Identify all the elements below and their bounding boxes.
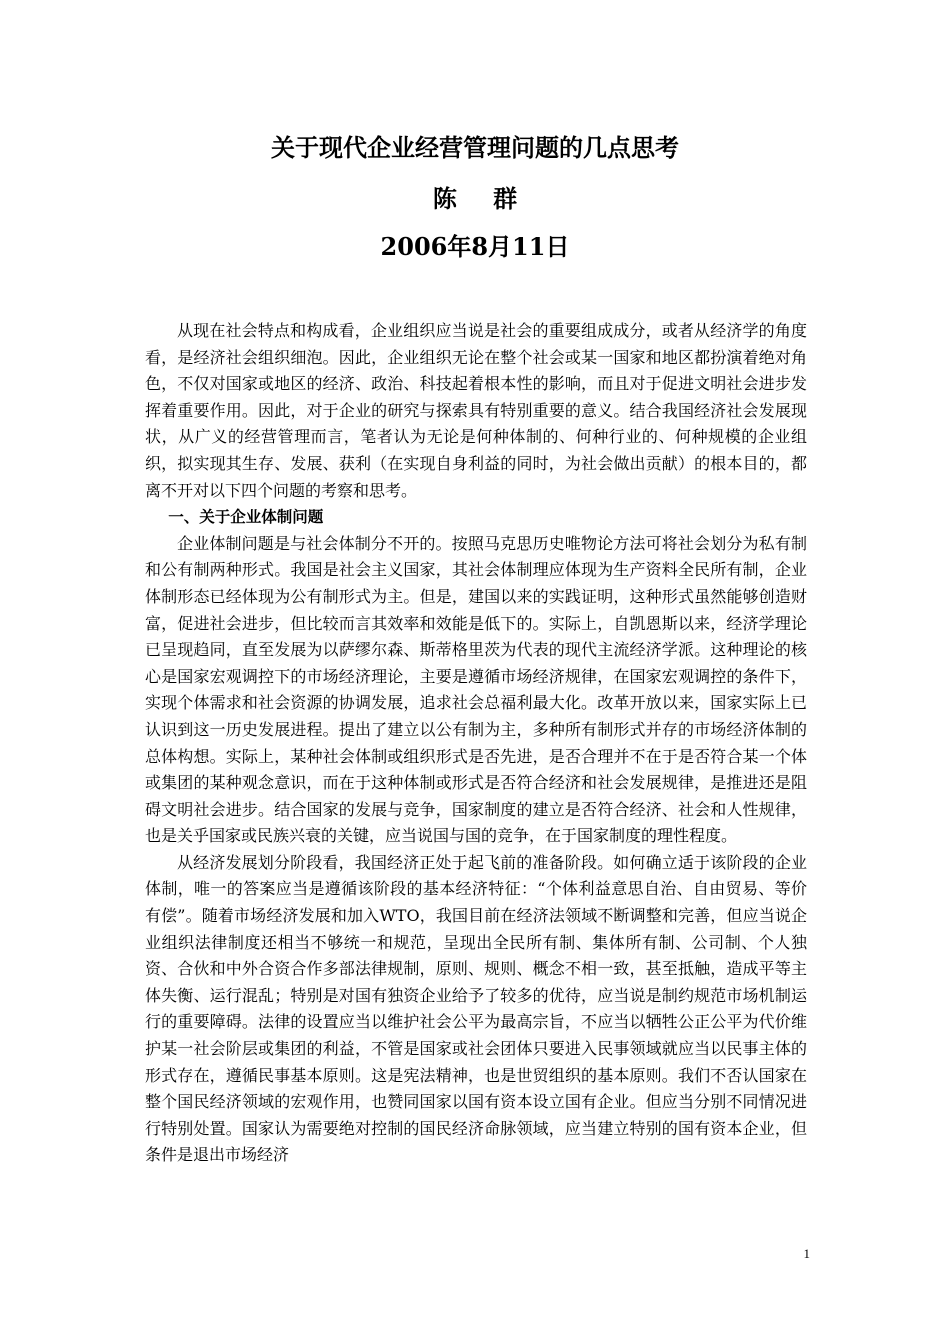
body-paragraph-intro: 从现在社会特点和构成看，企业组织应当说是社会的重要组成成分，或者从经济学的角度看，是经济社会组织细泡。因此，企业组织无论在整个社会或某一国家和地区都扮演着绝对角色，不仅对国家或地区的经济、政治、科技起着根本性的影响，而且对于促进文明社会进步发挥着重要作用。因此，对于企业的研究与探索具有特别重要的意义。结合我国经济社会发展现状，从广义的经营管理而言，笔者认为无论是何种体制的、何种行业的、何种规模的企业组织，拟实现其生存、发展、获利（在实现自身利益的同时，为社会做出贡献）的根本目的，都离不开对以下四个问题的考察和思考。 bbox=[145, 321, 807, 500]
body-paragraph-enterprise-system: 企业体制问题是与社会体制分不开的。按照马克思历史唯物论方法可将社会划分为私有制和公有制两种形式。我国是社会主义国家，其社会体制理应体现为生产资料全民所有制，企业体制形态已经体现为公有制形式为主。但是，建国以来的实践证明，这种形式虽然能够创造财富，促进社会进步，但比较而言其效率和效能是低下的。实际上，自凯恩斯以来，经济学理论已呈现趋同，直至发展为以萨缪尔森、斯蒂格里茨为代表的现代主流经济学派。这种理论的核心是国家宏观调控下的市场经济理论，主要是遵循市场经济规律，在国家宏观调控的条件下，实现个体需求和社会资源的协调发展，追求社会总福利最大化。改革开放以来，国家实际上已认识到这一历史发展进程。提出了建立以公有制为主，多种所有制形式并存的市场经济体制的总体构想。实际上，某种社会体制或组织形式是否先进，是否合理并不在于是否符合某一个体或集团的某种观念意识，而在于这种体制或形式是否符合经济和社会发展规律，是推进还是阻碍文明社会进步。结合国家的发展与竞争，国家制度的建立是否符合经济、社会和人性规律，也是关乎国家或民族兴衰的关键，应当说国与国的竞争，在于国家制度的理性程度。 bbox=[145, 533, 807, 846]
section-heading-enterprise-system: 一、关于企业体制问题 bbox=[168, 508, 324, 527]
page-number: 1 bbox=[803, 1246, 810, 1261]
document-title: 关于现代企业经营管理问题的几点思考 bbox=[271, 134, 679, 162]
document-date: 2006年8月11日 bbox=[380, 232, 570, 261]
title-block bbox=[0, 128, 950, 267]
document-author: 陈 群 bbox=[432, 185, 532, 213]
body-paragraph-economic-stage: 从经济发展划分阶段看，我国经济正处于起飞前的准备阶段。如何确立适于该阶段的企业体制，唯一的答案应当是遵循该阶段的基本经济特征：“个体利益意思自治、自由贸易、等价有偿”。随着市场经济发展和加入WTO，我国目前在经济法领域不断调整和完善，但应当说企业组织法律制度还相当不够统一和规范，呈现出全民所有制、集体所有制、公司制、个人独资、合伙和中外合资合作多部法律规制，原则、规则、概念不相一致，甚至抵触，造成平等主体失衡、运行混乱；特别是对国有独资企业给予了较多的优待，应当说是制约规范市场机制运行的重要障碍。法律的设置应当以维护社会公平为最高宗旨，不应当以牺牲公正公平为代价维护某一社会阶层或集团的利益，不管是国家或社会团体只要进入民事领域就应当以民事主体的形式存在，遵循民事基本原则。这是宪法精神，也是世贸组织的基本原则。我们不否认国家在整个国民经济领域的宏观作用，也赞同国家以国有资本设立国有企业。但应当分别不同情况进行特别处置。国家认为需要绝对控制的国民经济命脉领域，应当建立特别的国有资本企业，但条件是退出市场经济 bbox=[145, 852, 807, 1165]
document-body bbox=[145, 318, 807, 1169]
